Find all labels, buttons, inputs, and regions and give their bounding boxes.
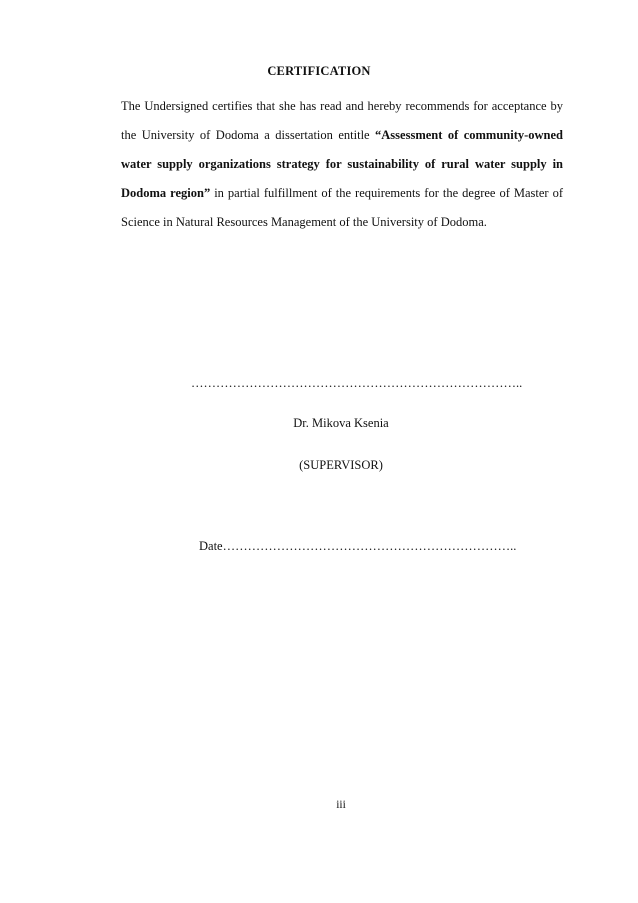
dissertation-title: “Assessment of community-owned water supply organizations strategy for sustainability of rural water supply in Dodoma region”: [121, 128, 563, 200]
page-heading: CERTIFICATION: [267, 64, 371, 78]
paragraph-intro: The Undersigned certifies that she has read and hereby recommends for acceptance by the University of Dodoma a dissertation entitle: [121, 99, 563, 142]
paragraph-conclusion: in partial fulfillment of the requirements for the degree of Master of Science in Natural Resources Management of the University of Dodoma.: [121, 186, 563, 229]
signature-line: ……………………………………………………………………..: [191, 376, 523, 390]
date-line: Date……………………………………………………………..: [199, 539, 517, 553]
supervisor-name: Dr. Mikova Ksenia: [293, 416, 389, 430]
supervisor-role: (SUPERVISOR): [299, 458, 383, 472]
page-number: iii: [336, 799, 346, 811]
certification-paragraph: [121, 92, 563, 237]
